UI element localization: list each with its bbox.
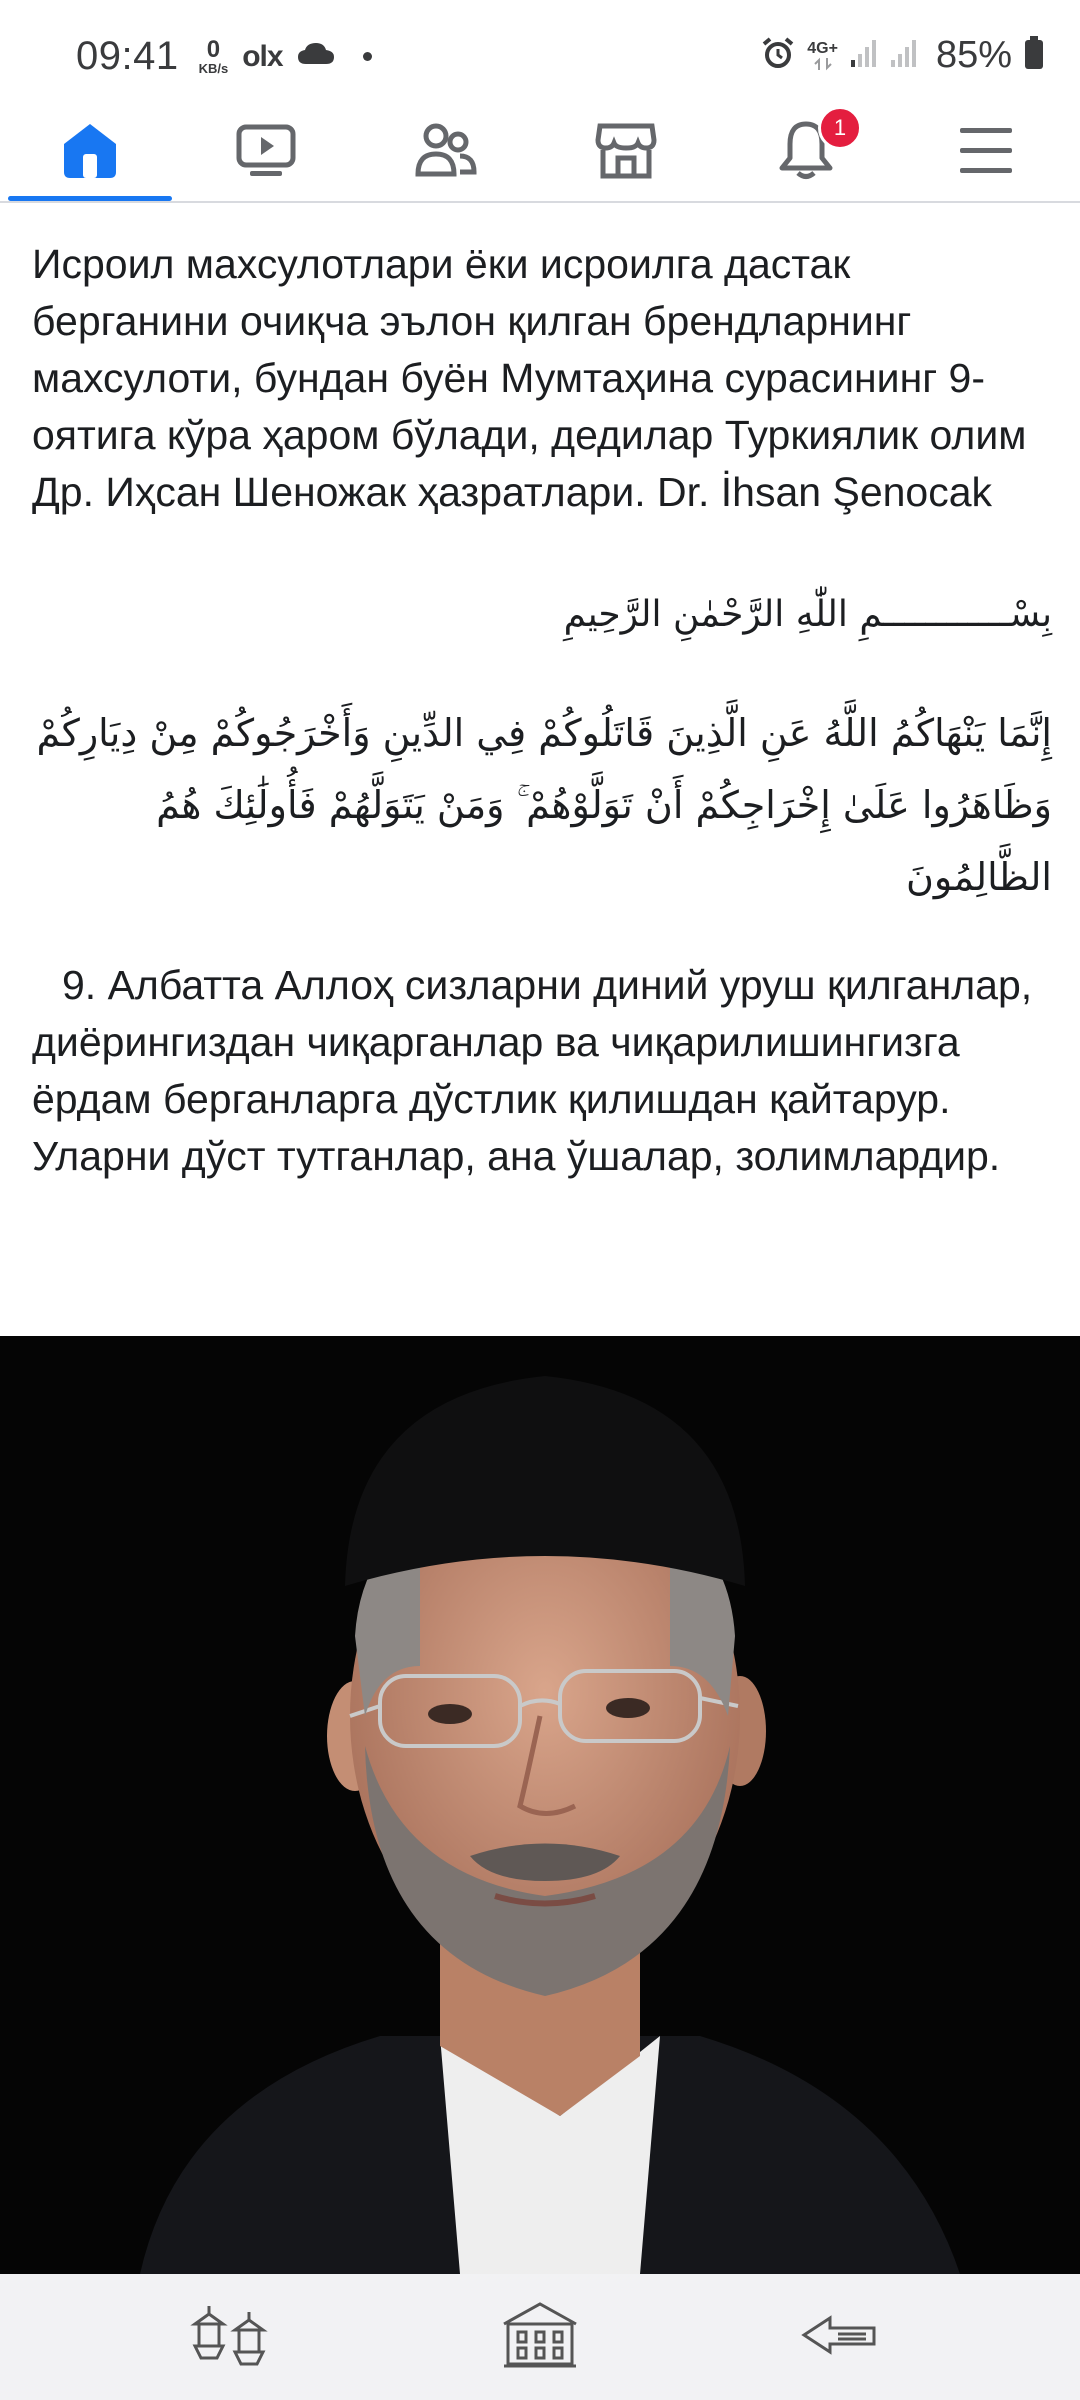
nav-home-tab[interactable]: [4, 118, 176, 204]
verse-translation-text: 9. Албатта Аллоҳ сизларни диний уруш қилганлар, диёрингиздан чиқарганлар ва чиқарилишингизга ёрдам берганларга дўстлик қилишдан қайтарур. Уларни дўст тутганлар, ана ўшалар, золимлардир.: [32, 962, 1033, 1179]
building-icon: [500, 2300, 580, 2375]
status-left: [76, 34, 372, 79]
hamburger-menu-icon: [954, 118, 1018, 187]
bottom-back-button[interactable]: [790, 2302, 890, 2372]
network-speed-unit: KB/s: [198, 61, 229, 76]
network-type-label: 4G+: [807, 39, 838, 57]
network-type: [807, 41, 838, 71]
lanterns-icon: [187, 2302, 277, 2373]
back-arrow-icon: [800, 2310, 880, 2365]
nav-video-tab[interactable]: [180, 118, 352, 204]
network-speed: [199, 38, 229, 75]
more-notifications-dot: [363, 52, 372, 61]
home-icon: [58, 118, 122, 187]
bell-icon: [774, 115, 847, 187]
alarm-icon: [761, 36, 795, 75]
clock: 09:41: [76, 34, 179, 78]
nav-notifications-tab[interactable]: [720, 115, 892, 204]
signal-icon-2: [890, 38, 918, 73]
post-photo[interactable]: [0, 1336, 1080, 2274]
notification-badge: 1: [818, 106, 862, 150]
portrait-image: [0, 1336, 1080, 2274]
cloud-icon: [297, 42, 335, 71]
post-content: [32, 236, 1052, 1185]
battery-percent: 85%: [935, 34, 1012, 76]
nav-friends-tab[interactable]: [360, 118, 532, 204]
nav-marketplace-tab[interactable]: [540, 118, 712, 204]
friends-icon: [414, 118, 478, 187]
signal-icon-1: [850, 38, 878, 73]
bottom-system-bar: [0, 2274, 1080, 2400]
video-icon: [234, 118, 298, 187]
quran-verse-text: إِنَّمَا يَنْهَاكُمُ اللَّهُ عَنِ الَّذِينَ قَاتَلُوكُمْ فِي الدِّينِ وَأَخْرَجُوكُمْ مِنْ دِيَارِكُمْ وَظَاهَرُوا عَلَىٰ إِخْرَاجِكُمْ أَنْ تَوَلَّوْهُمْ ۚ وَمَنْ يَتَوَلَّهُمْ فَأُولَٰئِكَ هُمُ الظَّالِمُونَ: [36, 711, 1052, 899]
bottom-lanterns-button[interactable]: [182, 2302, 282, 2372]
nav-menu-tab[interactable]: [900, 118, 1072, 204]
marketplace-icon: [594, 118, 658, 187]
olx-notification-icon: olx: [242, 39, 283, 73]
battery-icon: [1024, 36, 1044, 75]
bottom-building-button[interactable]: [490, 2302, 590, 2372]
status-bar: [0, 0, 1080, 118]
post-body-text: Исроил махсулотлари ёки исроилга дастак берганини очиқча эълон қилган брендларнинг махсулоти, бундан буён Мумтаҳина сурасининг 9-оятига кўра ҳаром бўлади, дедилар Туркиялик олим Др. Иҳсан Шеножак ҳазратлари. Dr. İhsan Şenocak: [32, 241, 1027, 515]
status-right: [761, 34, 1044, 77]
nav-divider: [0, 201, 1080, 203]
top-navigation: [0, 115, 1080, 204]
bismillah-text: بِسْــــــــــــمِ اللّٰهِ الرَّحْمٰنِ الرَّحِيمِ: [563, 594, 1052, 635]
network-speed-value: 0: [206, 36, 221, 63]
